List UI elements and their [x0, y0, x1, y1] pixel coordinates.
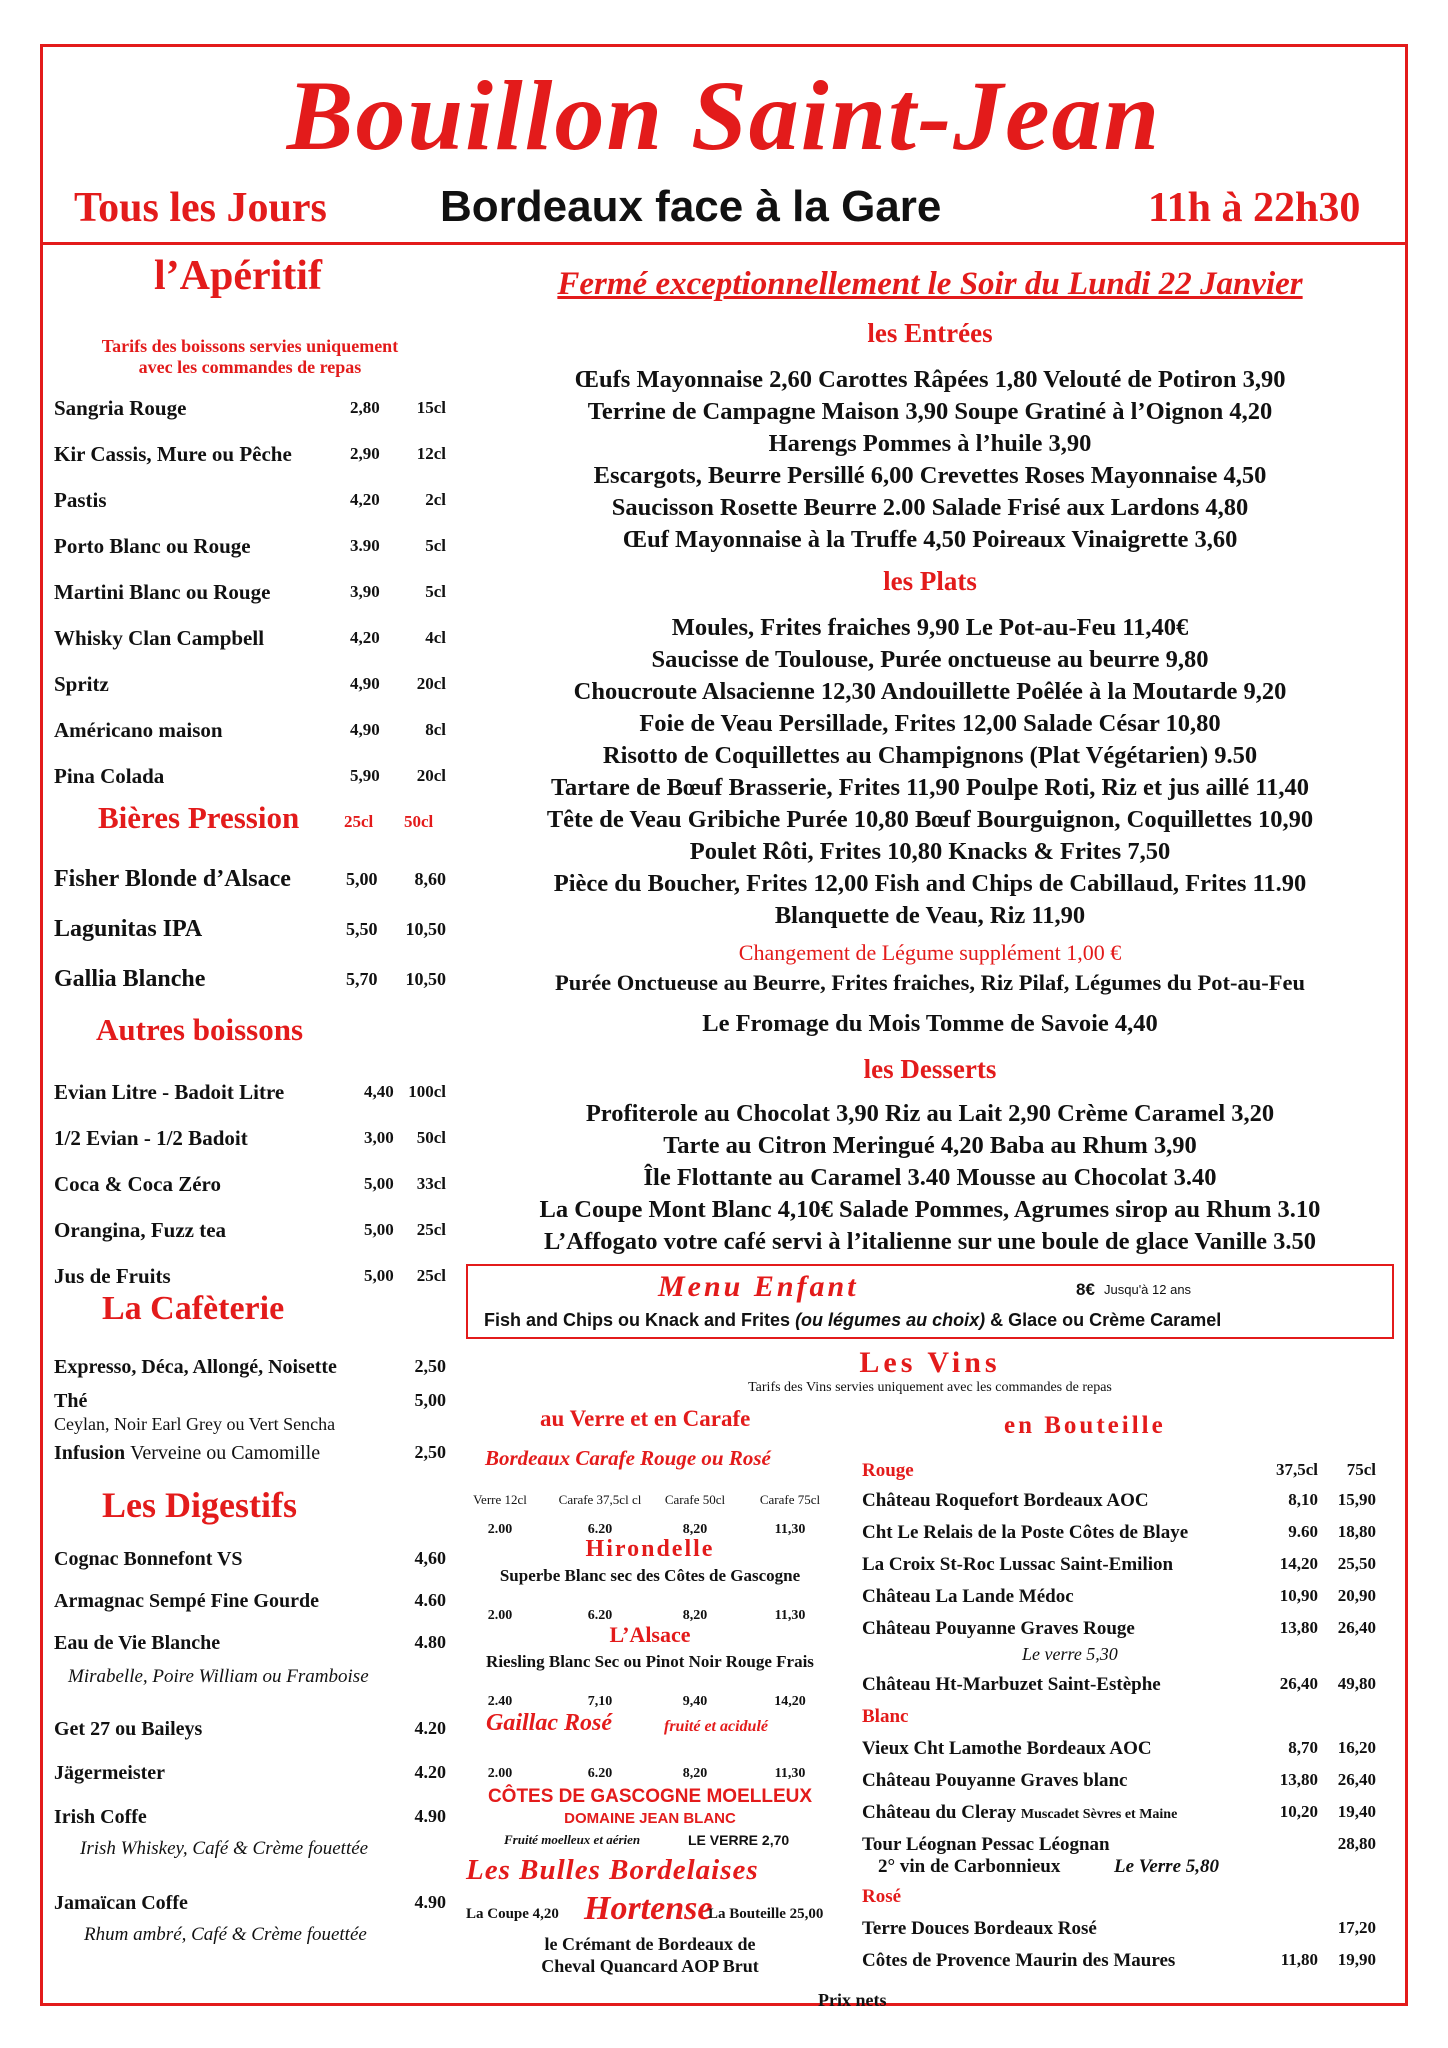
biere-price-50: 8,60: [414, 869, 446, 889]
bottle-price-375: 13,80: [1279, 1770, 1318, 1789]
rouge-header-row: [862, 1460, 1376, 1482]
bottle-price-375: 10,90: [1279, 1586, 1318, 1605]
autre-volume: 25cl: [416, 1266, 446, 1285]
opening-hours: 11h à 22h30: [1148, 185, 1361, 231]
biere-price-25: 5,00: [346, 869, 378, 889]
autre-name: Jus de Fruits: [54, 1264, 171, 1288]
entree-line: Escargots, Beurre Persillé 6,00 Crevettes Roses Mayonnaise 4,50: [593, 462, 1267, 489]
bottle-price-375: 11,80: [1280, 1950, 1318, 1969]
rouge-label: Rouge: [862, 1460, 914, 1481]
aperitif-price: 3.90: [350, 536, 380, 555]
bottle-price-375: 14,20: [1279, 1554, 1318, 1573]
bulles-bouteille: La Bouteille 25,00: [708, 1906, 824, 1922]
bulles-hortense: Hortense: [584, 1890, 713, 1927]
leognan-row: [862, 1834, 1376, 1856]
eau-de-vie-note: Mirabelle, Poire William ou Framboise: [68, 1666, 369, 1687]
marbuzet-p1: 26,40: [1279, 1674, 1318, 1693]
bottle-price-75: 20,90: [1337, 1586, 1376, 1605]
the-price: 5,00: [414, 1390, 446, 1410]
cremant-line1: le Crémant de Bordeaux de: [544, 1934, 756, 1954]
aperitif-name: Américano maison: [54, 718, 223, 742]
bottle-row: [862, 1738, 1376, 1760]
aperitif-price: 4,90: [350, 674, 380, 693]
bulles-title: Les Bulles Bordelaises: [466, 1854, 759, 1886]
bottle-name: Côtes de Provence Maurin des Maures: [862, 1950, 1176, 1971]
digestif-price: 4.90: [414, 1806, 446, 1826]
legume-options: Purée Onctueuse au Beurre, Frites fraiches, Riz Pilaf, Légumes du Pot-au-Feu: [554, 970, 1306, 995]
menu-enfant-choice: (ou légumes au choix): [795, 1310, 986, 1330]
aperitif-name: Spritz: [54, 672, 109, 696]
bottle-row: [862, 1554, 1376, 1576]
wine-price: 7,10: [587, 1694, 613, 1709]
autre-name: Evian Litre - Badoit Litre: [54, 1080, 285, 1104]
menu-enfant-box: [466, 1264, 1394, 1339]
bottle-price-375: 13,80: [1279, 1618, 1318, 1637]
digestif-name: Jamaïcan Coffe: [54, 1892, 188, 1914]
the-name: Thé: [54, 1390, 88, 1412]
digestif-price: 4.90: [414, 1892, 446, 1912]
wine-col-header: Carafe 75cl: [759, 1492, 821, 1507]
plat-line: Risotto de Coquillettes au Champignons (Plat Végétarien) 9.50: [602, 742, 1258, 769]
wine-price: 9,40: [682, 1694, 708, 1709]
autre-volume: 50cl: [416, 1128, 446, 1147]
bottle-name: Terre Douces Bordeaux Rosé: [862, 1918, 1097, 1939]
biere-price-25: 5,70: [346, 969, 378, 989]
gascogne-title: CÔTES DE GASCOGNE MOELLEUX: [487, 1786, 813, 1807]
menu-enfant-price: 8€: [1076, 1280, 1095, 1299]
bottle-name: Château Pouyanne Graves Rouge: [862, 1618, 1135, 1639]
wine-price: 6.20: [587, 1766, 613, 1781]
bottle-row: [862, 1918, 1376, 1940]
aperitif-volume: 4cl: [425, 628, 446, 647]
bottle-row: [862, 1618, 1376, 1640]
digestif-name: Jägermeister: [54, 1762, 166, 1784]
header-divider: [40, 242, 1408, 245]
biere-price-50: 10,50: [405, 919, 446, 939]
cleray-name: Château du Cleray: [862, 1802, 1017, 1823]
menu-enfant-title: Menu Enfant: [658, 1270, 859, 1303]
digestif-item: [54, 1548, 446, 1571]
vins-note: Tarifs des Vins servies uniquement avec les commandes de repas: [748, 1380, 1112, 1395]
infusion-sub: Verveine ou Camomille: [130, 1442, 321, 1464]
aperitif-note: [54, 336, 446, 378]
rose-label-row: [862, 1886, 1376, 1908]
digestif-price: 4.60: [414, 1590, 446, 1610]
digestifs-title: Les Digestifs: [102, 1485, 297, 1525]
aperitif-volume: 5cl: [425, 582, 446, 601]
digestif-item: [54, 1590, 446, 1613]
bottle-price-75: 18,80: [1337, 1522, 1376, 1541]
gaillac-title: Gaillac Rosé: [486, 1710, 612, 1736]
bottle-name: Château Pouyanne Graves blanc: [862, 1770, 1128, 1791]
days-label: Tous les Jours: [74, 185, 327, 231]
rose-label: Rosé: [862, 1886, 902, 1907]
dessert-line: La Coupe Mont Blanc 4,10€ Salade Pommes, Agrumes sirop au Rhum 3.10: [539, 1196, 1321, 1223]
jamaican-note: Rhum ambré, Café & Crème fouettée: [84, 1924, 367, 1945]
autre-price: 5,00: [364, 1266, 394, 1285]
aperitif-price: 4,90: [350, 720, 380, 739]
aperitif-price: 4,20: [350, 628, 380, 647]
autre-price: 5,00: [364, 1174, 394, 1193]
aperitif-name: Pina Colada: [54, 764, 165, 788]
bottle-price-375: 9.60: [1288, 1522, 1318, 1541]
leognan-p2: 28,80: [1337, 1834, 1376, 1853]
autre-price: 5,00: [364, 1220, 394, 1239]
bordeaux-carafe-title: Bordeaux Carafe Rouge ou Rosé: [485, 1446, 771, 1470]
gascogne-price: LE VERRE 2,70: [688, 1832, 790, 1848]
digestif-item: [54, 1806, 446, 1829]
hirondelle-title: Hirondelle: [585, 1536, 715, 1562]
digestif-price: 4,60: [414, 1548, 446, 1568]
bottle-header-75: 75cl: [1346, 1460, 1376, 1479]
wine-price: 11,30: [774, 1522, 806, 1537]
bottle-price-75: 17,20: [1337, 1918, 1376, 1937]
biere-price-50: 10,50: [405, 969, 446, 989]
fromage-du-mois: Le Fromage du Mois Tomme de Savoie 4,40: [702, 1010, 1158, 1037]
dessert-line: Tarte au Citron Meringué 4,20 Baba au Rhum 3,90: [663, 1132, 1197, 1159]
menu-enfant-age: Jusqu'à 12 ans: [1104, 1282, 1192, 1297]
bottle-price-75: 16,20: [1337, 1738, 1376, 1757]
bottle-price-75: 19,90: [1337, 1950, 1376, 1969]
bottle-name: Cht Le Relais de la Poste Côtes de Blaye: [862, 1522, 1189, 1543]
desserts-title: les Desserts: [863, 1054, 997, 1084]
gaillac-sub: fruité et acidulé: [664, 1718, 768, 1735]
bottle-name: Vieux Cht Lamothe Bordeaux AOC: [862, 1738, 1152, 1759]
bieres-title: Bières Pression: [98, 800, 300, 835]
wine-price: 6.20: [587, 1522, 613, 1537]
infusion-name: Infusion: [54, 1442, 126, 1464]
aperitif-price: 3,90: [350, 582, 380, 601]
aperitif-volume: 8cl: [425, 720, 446, 739]
prix-nets: Prix nets: [818, 1990, 887, 2010]
aperitif-name: Whisky Clan Campbell: [54, 626, 265, 650]
wine-price: 2.00: [487, 1766, 513, 1781]
leognan-name: Tour Léognan Pessac Léognan: [862, 1834, 1110, 1855]
blanc-label: Blanc: [862, 1706, 909, 1727]
wine-price: 2.00: [487, 1522, 513, 1537]
digestif-price: 4.20: [414, 1718, 446, 1738]
bottle-row: [862, 1586, 1376, 1608]
gascogne-note: Fruité moelleux et aérien: [504, 1832, 641, 1847]
cleray-row: [862, 1802, 1376, 1824]
plat-line: Foie de Veau Persillade, Frites 12,00 Salade César 10,80: [639, 710, 1221, 737]
restaurant-title: Bouillon Saint-Jean: [286, 60, 1162, 171]
leognan-sub: 2° vin de Carbonnieux: [878, 1856, 1061, 1877]
marbuzet-row: [862, 1674, 1376, 1696]
marbuzet-p2: 49,80: [1337, 1674, 1376, 1693]
bottle-name: Château La Lande Médoc: [862, 1586, 1074, 1607]
biere-name: Gallia Blanche: [54, 966, 206, 992]
plat-line: Moules, Frites fraiches 9,90 Le Pot-au-Feu 11,40€: [671, 614, 1189, 641]
biere-name: Lagunitas IPA: [54, 916, 203, 942]
dessert-line: Profiterole au Chocolat 3,90 Riz au Lait 2,90 Crème Caramel 3,20: [585, 1100, 1275, 1127]
digestif-name: Eau de Vie Blanche: [54, 1632, 221, 1654]
closure-notice: Fermé exceptionnellement le Soir du Lundi 22 Janvier: [557, 266, 1303, 302]
plats-title: les Plats: [883, 566, 977, 596]
digestif-name: Armagnac Sempé Fine Gourde: [54, 1590, 319, 1612]
gascogne-domain: DOMAINE JEAN BLANC: [564, 1810, 736, 1827]
bottle-price-75: 26,40: [1337, 1618, 1376, 1637]
aperitif-volume: 20cl: [416, 766, 446, 785]
autre-volume: 25cl: [416, 1220, 446, 1239]
aperitif-title: l’Apéritif: [154, 253, 322, 299]
bieres-col2: 50cl: [404, 812, 434, 831]
digestif-name: Get 27 ou Baileys: [54, 1718, 203, 1740]
bottle-header-375: 37,5cl: [1275, 1460, 1318, 1479]
aperitif-volume: 20cl: [416, 674, 446, 693]
infusion-row: [54, 1442, 446, 1465]
digestif-item: [54, 1762, 446, 1785]
entree-line: Harengs Pommes à l’huile 3,90: [768, 430, 1092, 457]
pouyanne-verre: Le verre 5,30: [1022, 1644, 1118, 1664]
bottle-price-375: 8,70: [1288, 1738, 1318, 1757]
digestif-item: [54, 1718, 446, 1741]
bottle-price-375: 8,10: [1288, 1490, 1318, 1509]
the-varieties: Ceylan, Noir Earl Grey ou Vert Sencha: [54, 1414, 336, 1434]
bieres-col1: 25cl: [344, 812, 374, 831]
irish-note: Irish Whiskey, Café & Crème fouettée: [80, 1838, 369, 1859]
expresso-price: 2,50: [414, 1356, 446, 1376]
digestif-name: Cognac Bonnefont VS: [54, 1548, 243, 1570]
bottle-row: [862, 1770, 1376, 1792]
plat-line: Blanquette de Veau, Riz 11,90: [774, 902, 1086, 929]
cleray-sub: Muscadet Sèvres et Maine: [1020, 1807, 1178, 1822]
vins-title: Les Vins: [859, 1346, 1001, 1379]
biere-price-25: 5,50: [346, 919, 378, 939]
cremant-line2: Cheval Quancard AOP Brut: [541, 1956, 759, 1976]
cafeterie-title: La Cafèterie: [102, 1290, 285, 1327]
aperitif-note-line1: Tarifs des boissons servies uniquement: [101, 336, 399, 356]
aperitif-price: 2,90: [350, 444, 380, 463]
menu-enfant-b: & Glace ou Crème Caramel: [990, 1310, 1222, 1330]
autre-volume: 100cl: [408, 1082, 446, 1101]
aperitif-name: Pastis: [54, 488, 107, 512]
aperitif-note-line2: avec les commandes de repas: [138, 357, 362, 377]
bottle-row: [862, 1490, 1376, 1512]
autres-title: Autres boissons: [96, 1012, 304, 1047]
expresso-name: Expresso, Déca, Allongé, Noisette: [54, 1356, 337, 1378]
hirondelle-sub: Superbe Blanc sec des Côtes de Gascogne: [499, 1566, 801, 1585]
bottle-price-75: 25,50: [1337, 1554, 1376, 1573]
plat-line: Poulet Rôti, Frites 10,80 Knacks & Frites 7,50: [689, 838, 1171, 865]
infusion-price: 2,50: [414, 1442, 446, 1462]
alsace-sub: Riesling Blanc Sec ou Pinot Noir Rouge Frais: [486, 1652, 814, 1671]
bottle-price-75: 15,90: [1337, 1490, 1376, 1509]
bottle-row: [862, 1522, 1376, 1544]
wine-price: 8,20: [682, 1766, 708, 1781]
alsace-title: L’Alsace: [609, 1622, 691, 1647]
bottle-row: [862, 1950, 1376, 1972]
aperitif-name: Porto Blanc ou Rouge: [54, 534, 251, 558]
aperitif-price: 2,80: [350, 398, 380, 417]
entree-line: Œuf Mayonnaise à la Truffe 4,50 Poireaux Vinaigrette 3,60: [622, 526, 1238, 553]
wine-col-header: Carafe 50cl: [664, 1492, 726, 1507]
bottle-price-75: 26,40: [1337, 1770, 1376, 1789]
plat-line: Tartare de Bœuf Brasserie, Frites 11,90 Poulpe Roti, Riz et jus aillé 11,40: [550, 774, 1310, 801]
wine-price: 6.20: [587, 1608, 613, 1623]
aperitif-name: Kir Cassis, Mure ou Pêche: [54, 442, 292, 466]
cleray-p1: 10,20: [1279, 1802, 1318, 1821]
bouteille-title: en Bouteille: [1004, 1412, 1166, 1439]
plat-line: Tête de Veau Gribiche Purée 10,80 Bœuf Bourguignon, Coquillettes 10,90: [546, 806, 1314, 833]
blanc-label-row: [862, 1706, 1376, 1728]
dessert-line: Île Flottante au Caramel 3.40 Mousse au Chocolat 3.40: [643, 1164, 1217, 1191]
aperitif-price: 4,20: [350, 490, 380, 509]
autre-price: 3,00: [364, 1128, 394, 1147]
entree-line: Saucisson Rosette Beurre 2.00 Salade Frisé aux Lardons 4,80: [611, 494, 1249, 521]
aperitif-volume: 2cl: [425, 490, 446, 509]
wine-price: 2.00: [487, 1608, 513, 1623]
wine-price: 11,30: [774, 1608, 806, 1623]
bulles-coupe: La Coupe 4,20: [466, 1906, 559, 1922]
digestif-item: [54, 1632, 446, 1655]
biere-name: Fisher Blonde d’Alsace: [54, 866, 291, 892]
aperitif-volume: 12cl: [416, 444, 446, 463]
autre-name: 1/2 Evian - 1/2 Badoit: [54, 1126, 248, 1150]
aperitif-name: Martini Blanc ou Rouge: [54, 580, 271, 604]
aperitif-price: 5,90: [350, 766, 380, 785]
wine-price: 2.40: [487, 1694, 513, 1709]
digestif-price: 4.20: [414, 1762, 446, 1782]
aperitif-volume: 15cl: [416, 398, 446, 417]
plat-line: Pièce du Boucher, Frites 12,00 Fish and Chips de Cabillaud, Frites 11.90: [553, 870, 1307, 897]
bottle-name: Château Roquefort Bordeaux AOC: [862, 1490, 1149, 1511]
wine-col-header: Carafe 37,5cl cl: [558, 1492, 642, 1507]
legume-change: Changement de Légume supplément 1,00 €: [738, 940, 1122, 965]
plat-line: Saucisse de Toulouse, Purée onctueuse au beurre 9,80: [651, 646, 1209, 673]
dessert-line: L’Affogato votre café servi à l’italienne sur une boule de glace Vanille 3.50: [544, 1228, 1316, 1255]
cleray-p2: 19,40: [1337, 1802, 1376, 1821]
menu-enfant-content: [484, 1310, 1221, 1331]
verre-carafe-title: au Verre et en Carafe: [540, 1406, 751, 1431]
marbuzet-name: Château Ht-Marbuzet Saint-Estèphe: [862, 1674, 1161, 1695]
leognan-verre: Le Verre 5,80: [1114, 1856, 1220, 1877]
wine-col-header: Verre 12cl: [473, 1492, 527, 1507]
digestif-name: Irish Coffe: [54, 1806, 147, 1828]
aperitif-volume: 5cl: [425, 536, 446, 555]
autre-name: Orangina, Fuzz tea: [54, 1218, 227, 1242]
wine-price: 8,20: [682, 1522, 708, 1537]
autre-name: Coca & Coca Zéro: [54, 1172, 221, 1196]
autre-price: 4,40: [364, 1082, 394, 1101]
expresso-row: [54, 1356, 446, 1379]
menu-enfant-a: Fish and Chips ou Knack and Frites: [484, 1310, 791, 1330]
wine-price: 11,30: [774, 1766, 806, 1781]
the-row: [54, 1390, 446, 1413]
bottle-name: La Croix St-Roc Lussac Saint-Emilion: [862, 1554, 1174, 1575]
location-label: Bordeaux face à la Gare: [440, 182, 942, 231]
autre-volume: 33cl: [416, 1174, 446, 1193]
aperitif-name: Sangria Rouge: [54, 396, 187, 420]
digestif-price: 4.80: [414, 1632, 446, 1652]
digestif-item: [54, 1892, 446, 1915]
plat-line: Choucroute Alsacienne 12,30 Andouillette Poêlée à la Moutarde 9,20: [573, 678, 1287, 705]
entree-line: Terrine de Campagne Maison 3,90 Soupe Gratiné à l’Oignon 4,20: [587, 398, 1273, 425]
entrees-title: les Entrées: [867, 318, 993, 348]
wine-price: 14,20: [774, 1694, 806, 1709]
entree-line: Œufs Mayonnaise 2,60 Carottes Râpées 1,80 Velouté de Potiron 3,90: [574, 366, 1286, 393]
wine-price: 8,20: [682, 1608, 708, 1623]
